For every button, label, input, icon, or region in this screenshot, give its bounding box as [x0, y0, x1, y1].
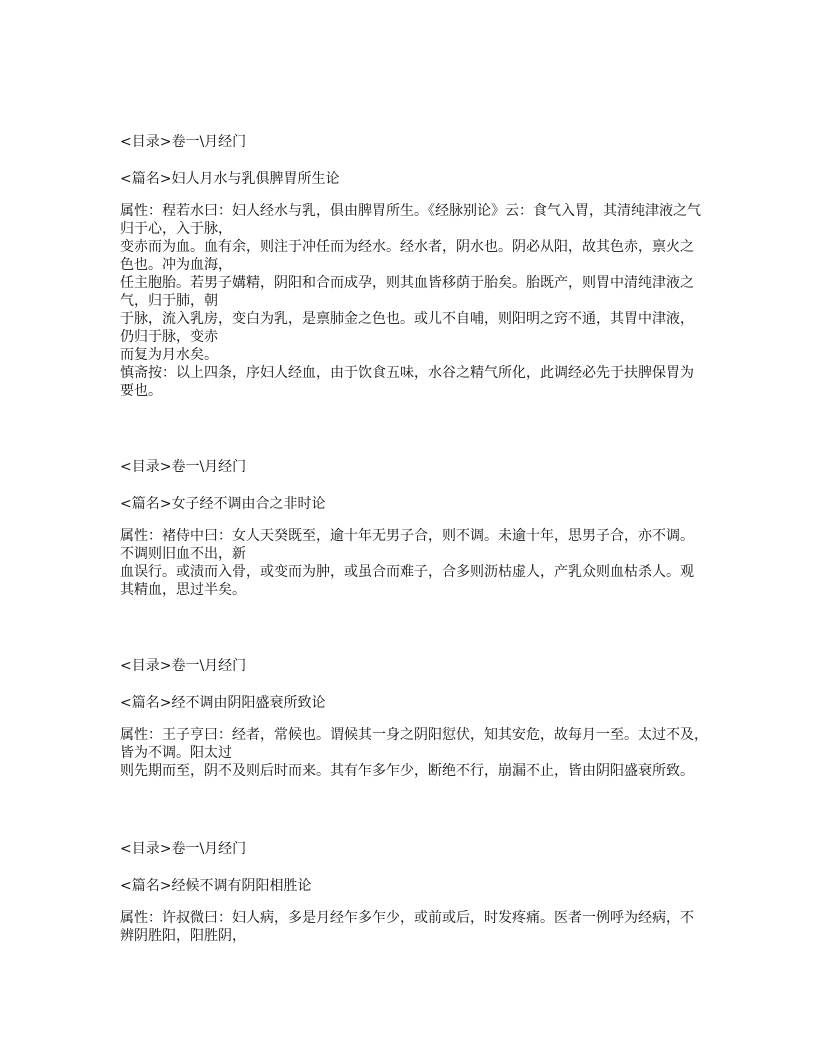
- document-section: [120, 840, 720, 945]
- body-text-line: 而复为月水矣。: [120, 347, 218, 363]
- body-text-line: 慎斋按：以上四条，序妇人经血，由于饮食五味，水谷之精气所化，此调经必先于扶脾保胃为: [120, 365, 694, 381]
- section-body: [120, 909, 720, 945]
- body-text-line: 其精血，思过半矣。: [120, 582, 246, 598]
- body-text-line: 属性：程若水曰：妇人经水与乳，俱由脾胃所生。《经脉别论》云：食气入胃，其清纯津液之气: [120, 203, 701, 219]
- document-section: [120, 657, 720, 780]
- section-body: [120, 527, 720, 599]
- body-text-line: 属性：褚侍中曰：女人天癸既至，逾十年无男子合，则不调。未逾十年，思男子合，亦不调。: [120, 528, 694, 544]
- body-text-line: 则先期而至，阴不及则后时而来。其有乍多乍少，断绝不行，崩漏不止，皆由阴阳盛衰所致。: [120, 763, 694, 779]
- catalog-heading: <目录>卷一\月经门: [120, 658, 247, 674]
- chapter-title: <篇名>经不调由阴阳盛衰所致论: [120, 695, 326, 711]
- body-text-line: 血误行。或渍而入骨，或变而为肿，或虽合而难子，合多则沥枯虚人，产乳众则血枯杀人。观: [120, 564, 694, 580]
- body-text-line: 色也。冲为血海，: [120, 257, 232, 273]
- document-section: [120, 133, 720, 400]
- catalog-heading: <目录>卷一\月经门: [120, 841, 247, 857]
- body-text-line: 变赤而为血。血有余，则注于冲任而为经水。经水者，阴水也。阴必从阳，故其色赤，禀火之: [120, 239, 694, 255]
- chapter-title: <篇名>妇人月水与乳俱脾胃所生论: [120, 171, 340, 187]
- body-text-line: 不调则旧血不出，新: [120, 546, 246, 562]
- body-text-line: 皆为不调。阳太过: [120, 745, 232, 761]
- body-text-line: 归于心，入于脉，: [120, 221, 232, 237]
- catalog-heading: <目录>卷一\月经门: [120, 134, 247, 150]
- body-text-line: 于脉，流入乳房，变白为乳，是禀肺金之色也。或儿不自哺，则阳明之窍不通，其胃中津液，: [120, 311, 694, 327]
- body-text-line: 任主胞胎。若男子媾精，阴阳和合而成孕，则其血皆移荫于胎矣。胎既产，则胃中清纯津液之: [120, 275, 694, 291]
- document-section: [120, 458, 720, 599]
- section-body: [120, 202, 720, 400]
- body-text-line: 属性：王子亨曰：经者，常候也。谓候其一身之阴阳愆伏，知其安危，故每月一至。太过不及，: [120, 727, 708, 743]
- section-body: [120, 726, 720, 780]
- catalog-heading: <目录>卷一\月经门: [120, 459, 247, 475]
- body-text-line: 仍归于脉，变赤: [120, 329, 218, 345]
- chapter-title: <篇名>女子经不调由合之非时论: [120, 496, 326, 512]
- body-text-line: 属性：许叔微曰：妇人病，多是月经乍多乍少，或前或后，时发疼痛。医者一例呼为经病，不: [120, 910, 694, 926]
- chapter-title: <篇名>经候不调有阴阳相胜论: [120, 878, 312, 894]
- body-text-line: 气，归于肺，朝: [120, 293, 218, 309]
- body-text-line: 辨阴胜阳，阳胜阴，: [120, 928, 246, 944]
- body-text-line: 要也。: [120, 383, 162, 399]
